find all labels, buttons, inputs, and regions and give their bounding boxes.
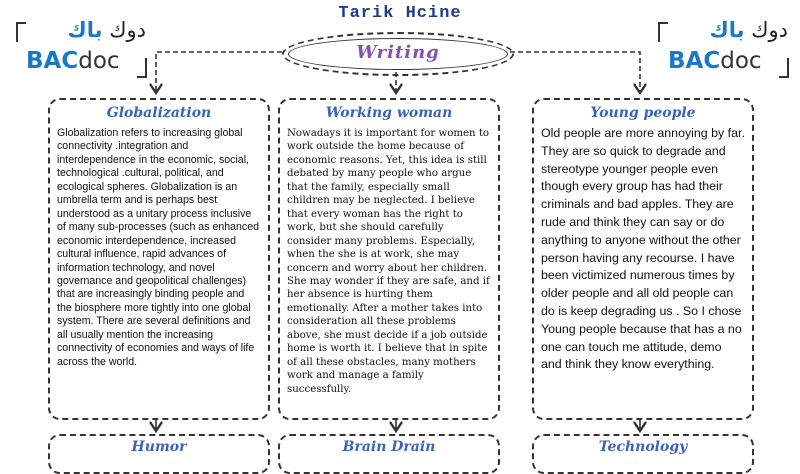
- logo-doc: doc: [720, 48, 762, 74]
- topic-text: Old people are more annoying by far. They are so quick to degrade and stereotype younger people even though every group has had their criminals and bad apples. They are rude and think they can say or do anything to anyone without the other person having any recourse. I have been victimized numerous times by older people and all old people can do is keep degrading us . So I chose Young people because that has a no one can touch me attitude, demo and think they know everything.: [541, 126, 745, 372]
- topic-title: Technology: [598, 439, 688, 455]
- logo-doc: doc: [78, 48, 120, 74]
- topic-title: Working woman: [325, 105, 453, 121]
- topic-title: Young people: [590, 105, 696, 121]
- topic-box-humor: [48, 434, 270, 474]
- logo-arabic-dark: دوك: [751, 18, 788, 42]
- author-name: Tarik Hcine: [338, 4, 462, 23]
- topic-box-globalization: [48, 98, 270, 420]
- topic-box-young-people: [532, 98, 754, 420]
- logo-bac: BAC: [26, 48, 79, 74]
- connector-right: [510, 52, 640, 93]
- logo-arabic-blue: باك: [709, 18, 745, 42]
- topic-box-brain-drain: [278, 434, 500, 474]
- topic-title: Humor: [131, 439, 187, 455]
- logo-arabic-dark: دوك: [109, 18, 146, 42]
- topic-text: Nowadays it is important for women to work outside the home because of economic reasons. Yet, this idea is still debated by many people who argue that the family, especially small children may be neglected. I believe that every woman has the right to work, but she should carefully consider many problems. Especially, when the she is at work, she may concern and worry about her children. She may wonder if they are safe, and if her absence is hurting them emotionally. After a mother takes into consideration all these problems above, she must decide if a job outside home is worth it. I believe that in spite of all these obstacles, many mothers work and manage a family successfully.: [287, 128, 490, 395]
- central-topic-label: Writing: [356, 42, 440, 63]
- topic-box-technology: [532, 434, 754, 474]
- logo-arabic-blue: باك: [67, 18, 103, 42]
- connector-left: [156, 52, 282, 93]
- topic-text: Globalization refers to increasing global connectivity .integration and interdependence in the economic, social, technological .cultural, political, and ecological spheres. Globalization is an umbrella term and is perhaps best understood as a unitary process inclusive of many sub-processes (such as enhanced economic interdependence, increased cultural influence, rapid advances of information technology, and novel governance and geopolitical challenges) that are increasingly binding people and the biosphere more tightly into one global system. There are several definitions and all usually mention the increasing connectivity of economies and ways of life across the world.: [57, 127, 259, 368]
- logo-bac: BAC: [668, 48, 721, 74]
- topic-title: Globalization: [106, 105, 212, 121]
- topic-box-working-woman: [278, 98, 500, 420]
- topic-title: Brain Drain: [342, 439, 436, 455]
